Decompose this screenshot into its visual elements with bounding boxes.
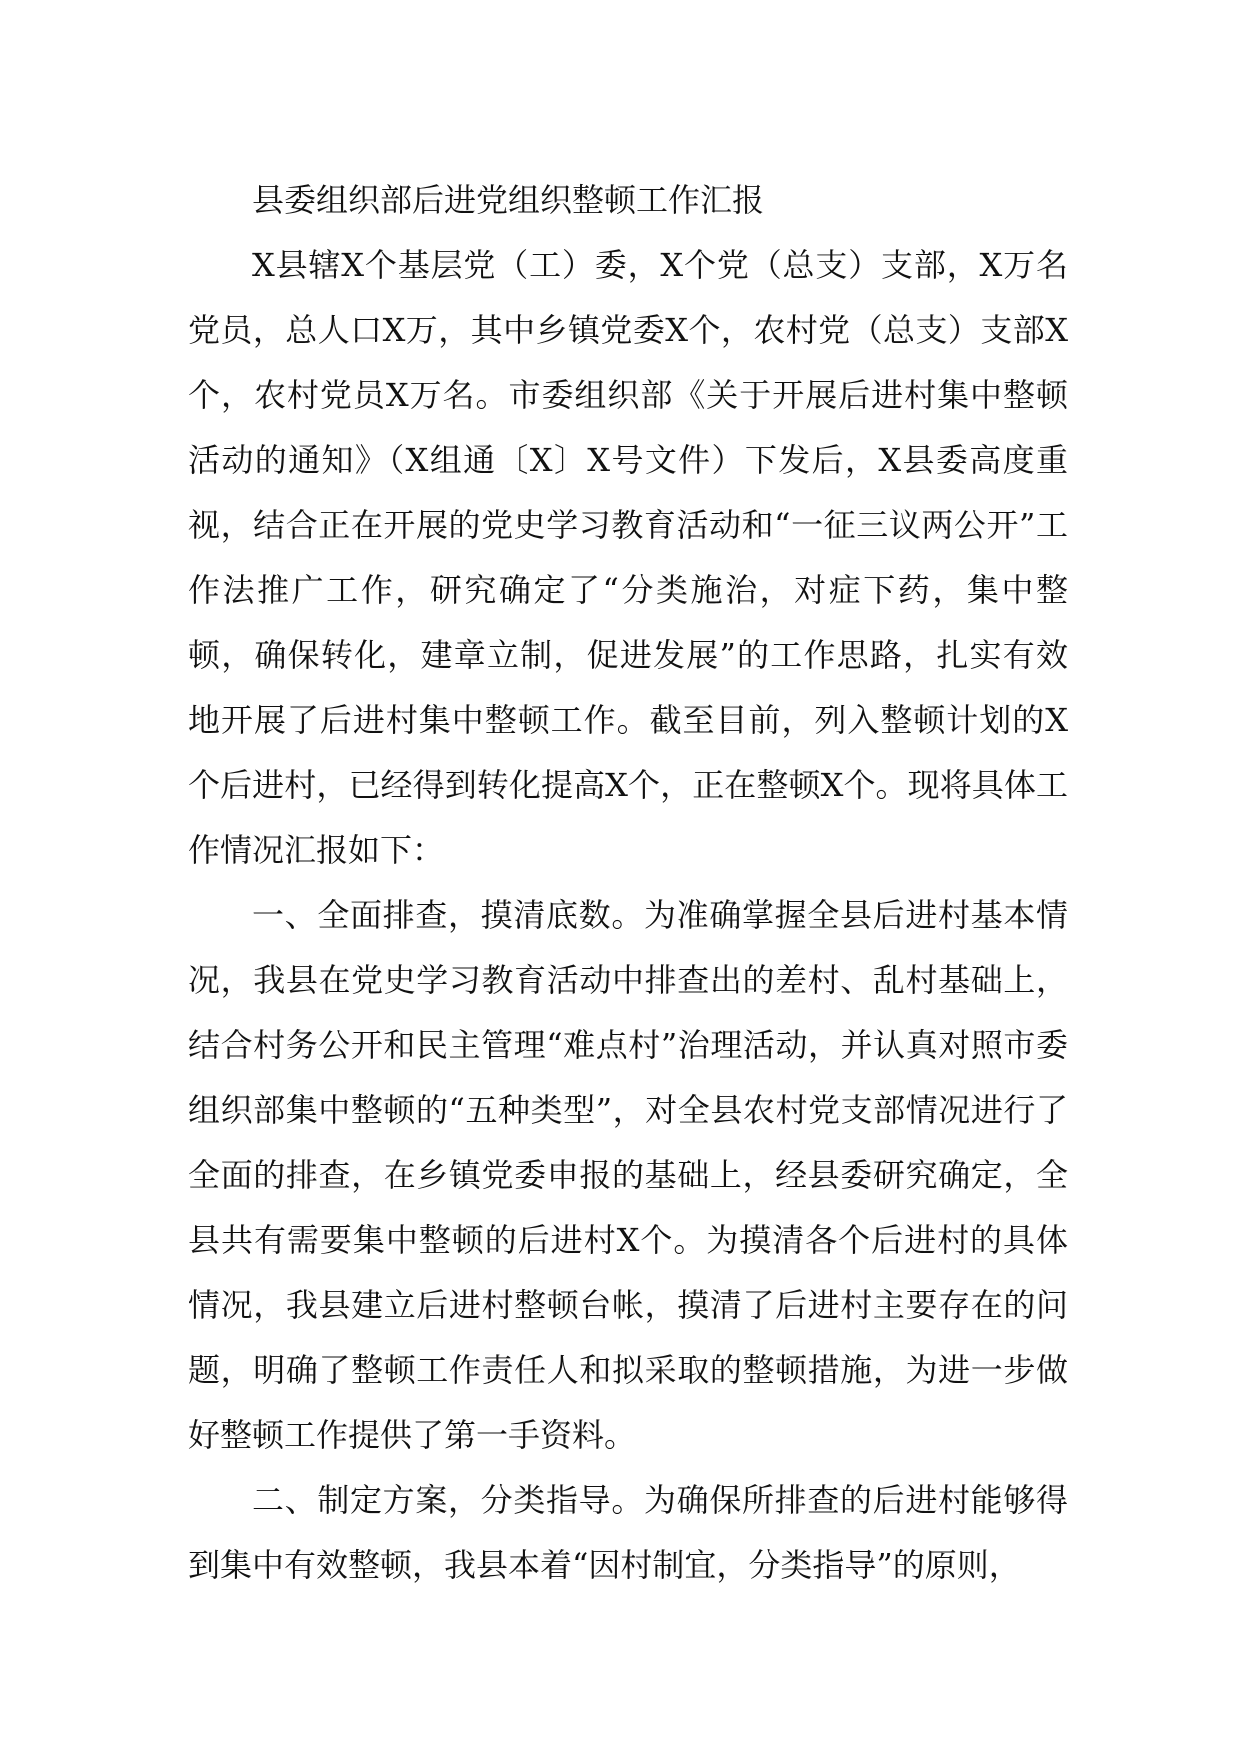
- document-body: [188, 168, 1068, 1598]
- paragraph-section-2: 二、制定方案，分类指导。为确保所排查的后进村能够得到集中有效整顿，我县本着“因村制宜，分类指导”的原则，: [188, 1481, 1068, 1584]
- paragraph-intro: X县辖X个基层党（工）委，X个党（总支）支部，X万名党员，总人口X万，其中乡镇党委X个，农村党（总支）支部X个，农村党员X万名。市委组织部《关于开展后进村集中整顿活动的通知》（X组通〔X〕X号文件）下发后，X县委高度重视，结合正在开展的党史学习教育活动和“一征三议两公开”工作法推广工作，研究确定了“分类施治，对症下药，集中整顿，确保转化，建章立制，促进发展”的工作思路，扎实有效地开展了后进村集中整顿工作。截至目前，列入整顿计划的X个后进村，已经得到转化提高X个，正在整顿X个。现将具体工作情况汇报如下：: [188, 246, 1068, 869]
- paragraph-section-1: 一、全面排查，摸清底数。为准确掌握全县后进村基本情况，我县在党史学习教育活动中排查出的差村、乱村基础上，结合村务公开和民主管理“难点村”治理活动，并认真对照市委组织部集中整顿的“五种类型”，对全县农村党支部情况进行了全面的排查，在乡镇党委申报的基础上，经县委研究确定，全县共有需要集中整顿的后进村X个。为摸清各个后进村的具体情况，我县建立后进村整顿台帐，摸清了后进村主要存在的问题，明确了整顿工作责任人和拟采取的整顿措施，为进一步做好整顿工作提供了第一手资料。: [188, 896, 1068, 1454]
- document-title: 县委组织部后进党组织整顿工作汇报: [252, 181, 765, 219]
